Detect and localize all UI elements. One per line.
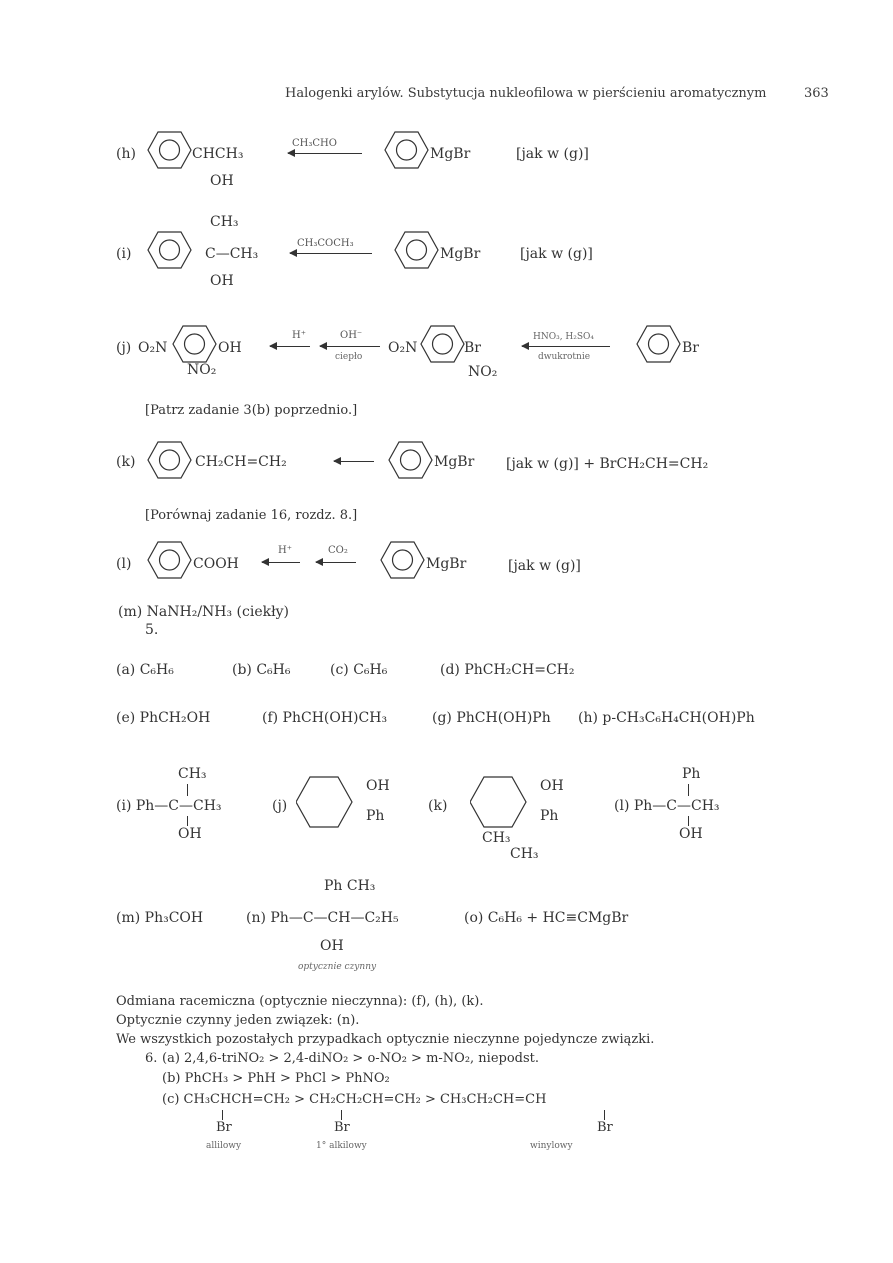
s5-summary-1: Odmiana racemiczna (optycznie nieczynna): (f), (h), (k). [116,994,484,1009]
bond-line [187,816,188,826]
s5-m: (m) Ph₃COH [116,910,204,926]
row-j-br2: Br [682,340,699,356]
s6-br2: Br [334,1120,350,1135]
row-j-r3: HNO₃, H₂SO₄ [533,332,595,342]
benzene-ring-icon [420,324,465,364]
s5-j-label: (j) [272,798,288,814]
s5-i-top: CH₃ [178,766,207,782]
benzene-ring-icon [394,230,439,270]
s5-i-label: (i) Ph—C—CH₃ [116,798,222,814]
row-j-note: [Patrz zadanie 3(b) poprzednio.] [145,403,358,418]
s6-a: (a) 2,4,6-triNO₂ > 2,4-diNO₂ > o-NO₂ > m-NO₂, niepodst. [162,1051,540,1066]
row-j-no2a: NO₂ [187,362,217,378]
benzene-ring-icon [147,230,192,270]
row-h-reagent: CH₃CHO [292,138,337,149]
row-j-no2b: NO₂ [468,364,498,380]
benzene-ring-icon [636,324,681,364]
s6-cap3: winylowy [530,1141,573,1151]
bond-line [604,1110,605,1120]
benzene-ring-icon [147,540,192,580]
arrow-icon [522,346,610,347]
row-i-ch3: CH₃ [210,214,239,230]
section-5-number: 5. [145,622,159,638]
s5-d: (d) PhCH₂CH=CH₂ [440,662,575,678]
bond-line [688,816,689,826]
row-i-reagent: CH₃COCH₃ [297,238,354,249]
s5-n-bottom: OH [320,938,344,954]
s5-n-top: Ph CH₃ [324,878,376,894]
s5-i-bottom: OH [178,826,202,842]
s5-j-ph: Ph [366,808,385,824]
s5-summary-2: Optycznie czynny jeden związek: (n). [116,1013,360,1028]
benzene-ring-icon [172,324,217,364]
row-l-product: COOH [193,556,239,572]
row-i-oh: OH [210,273,234,289]
row-h-note: [jak w (g)] [516,146,589,162]
row-j-oh: OH [218,340,242,356]
row-i-product: C—CH₃ [205,246,259,262]
s5-n-caption: optycznie czynny [298,962,377,972]
row-h-label: (h) [116,146,136,162]
s5-n-label: (n) Ph—C—CH—C₂H₅ [246,910,399,926]
arrow-icon [290,253,372,254]
s5-k-ch3b: CH₃ [510,846,539,862]
section-6-number: 6. [145,1051,158,1066]
row-i-start: MgBr [440,246,481,262]
row-j-label: (j) [116,340,132,356]
s5-h: (h) p-CH₃C₆H₄CH(OH)Ph [578,710,755,726]
cyclohexane-ring-icon [296,775,356,830]
s5-k-label: (k) [428,798,448,814]
page-number: 363 [804,86,829,101]
arrow-icon [262,562,300,563]
row-j-o2n2: O₂N [388,340,418,356]
s5-l-top: Ph [682,766,701,782]
row-l-note: [jak w (g)] [508,558,581,574]
bond-line [222,1110,223,1120]
row-l-r2: CO₂ [328,545,348,556]
row-h-product: CHCH₃ [192,146,244,162]
row-h-oh: OH [210,173,234,189]
row-j-r2: OH⁻ [340,330,363,341]
row-k-note: [jak w (g)] + BrCH₂CH=CH₂ [506,456,709,472]
benzene-ring-icon [388,440,433,480]
s6-br1: Br [216,1120,232,1135]
s5-k-ph: Ph [540,808,559,824]
s5-c: (c) C₆H₆ [330,662,388,678]
row-k-label: (k) [116,454,136,470]
s6-cap2: 1° alkilowy [316,1141,367,1151]
s5-f: (f) PhCH(OH)CH₃ [262,710,388,726]
row-j-o2n1: O₂N [138,340,168,356]
s5-k-ch3a: CH₃ [482,830,511,846]
row-h-start: MgBr [430,146,471,162]
row-i-note: [jak w (g)] [520,246,593,262]
s5-b: (b) C₆H₆ [232,662,291,678]
s5-l-label: (l) Ph—C—CH₃ [614,798,720,814]
benzene-ring-icon [147,440,192,480]
cyclohexane-ring-icon [470,775,530,830]
s6-br3: Br [597,1120,613,1135]
s5-summary-3: We wszystkich pozostałych przypadkach optycznie nieczynne pojedyncze związki. [116,1032,655,1047]
row-j-br: Br [464,340,481,356]
row-l-r1: H⁺ [278,545,292,556]
arrow-icon [270,346,310,347]
arrow-icon [316,562,356,563]
row-j-r3b: dwukrotnie [538,352,591,362]
s5-k-oh: OH [540,778,564,794]
row-k-product: CH₂CH=CH₂ [195,454,287,470]
s6-c: (c) CH₃CHCH=CH₂ > CH₂CH₂CH=CH₂ > CH₃CH₂CH=CH [162,1092,547,1107]
page-header-title: Halogenki arylów. Substytucja nukleofilowa w pierścieniu aromatycznym [285,86,767,101]
arrow-icon [320,346,380,347]
row-l-label: (l) [116,556,132,572]
row-j-r1: H⁺ [292,330,306,341]
s5-e: (e) PhCH₂OH [116,710,211,726]
bond-line [688,784,689,796]
s6-b: (b) PhCH₃ > PhH > PhCl > PhNO₂ [162,1071,390,1086]
row-j-r2b: ciepło [335,352,363,362]
arrow-icon [334,461,374,462]
benzene-ring-icon [384,130,429,170]
s5-l-bottom: OH [679,826,703,842]
s5-j-oh: OH [366,778,390,794]
row-k-reference: [Porównaj zadanie 16, rozdz. 8.] [145,508,358,523]
s5-o: (o) C₆H₆ + HC≡CMgBr [464,910,629,926]
arrow-icon [288,153,362,154]
s5-g: (g) PhCH(OH)Ph [432,710,551,726]
row-i-label: (i) [116,246,132,262]
benzene-ring-icon [147,130,192,170]
bond-line [187,784,188,796]
s5-a: (a) C₆H₆ [116,662,174,678]
row-k-start: MgBr [434,454,475,470]
s6-cap1: allilowy [206,1141,242,1151]
row-m: (m) NaNH₂/NH₃ (ciekły) [118,604,290,620]
bond-line [341,1110,342,1120]
benzene-ring-icon [380,540,425,580]
row-l-start: MgBr [426,556,467,572]
